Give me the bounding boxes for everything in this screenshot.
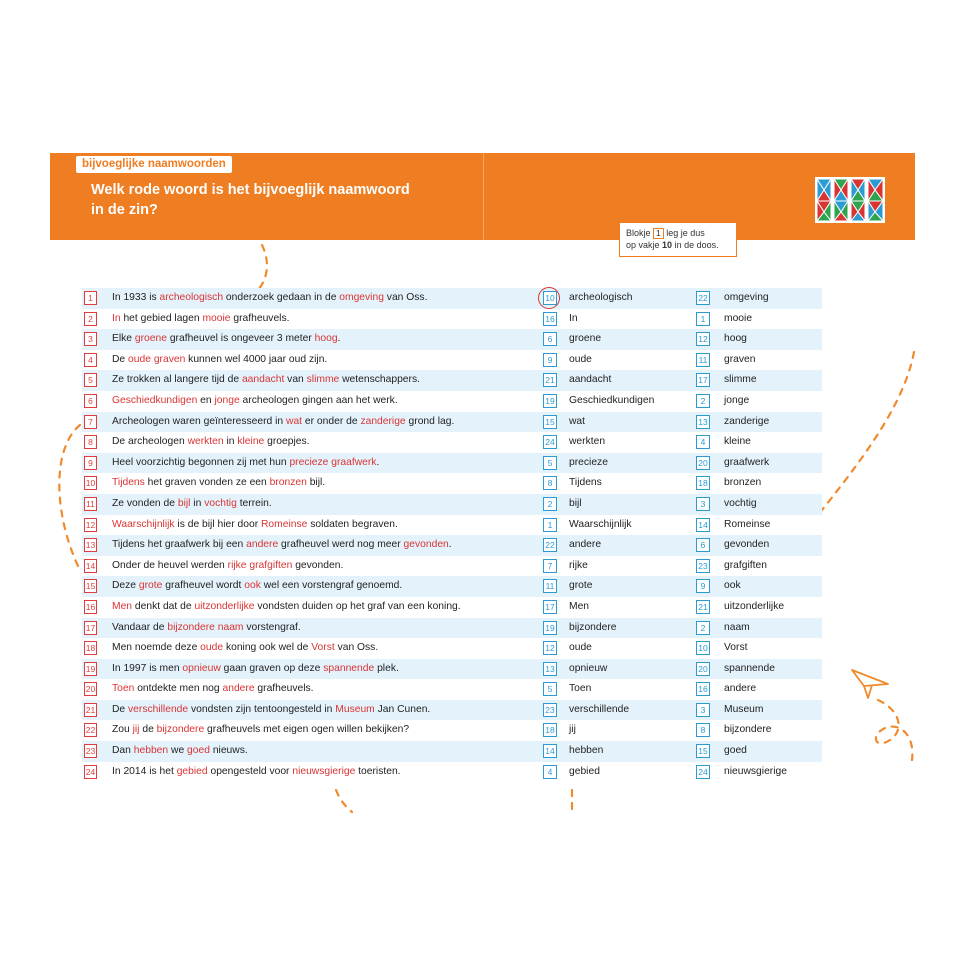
answer-a-number: 23: [543, 703, 557, 717]
sentence-text: [112, 766, 401, 777]
exercise-row: [82, 432, 822, 453]
sentence-number: 20: [85, 684, 96, 695]
sentence-text: [112, 580, 402, 591]
sentence-text: [112, 519, 398, 530]
highlighted-word: naam: [217, 621, 244, 633]
answer-b-number: 21: [696, 600, 710, 614]
answer-b-number: 2: [696, 621, 710, 635]
sentence-number: 1: [84, 291, 97, 305]
sentence-fragment: grafheuvel wordt: [162, 580, 245, 592]
highlighted-word: andere: [222, 683, 255, 695]
highlighted-word: wat: [286, 415, 303, 427]
answer-a-word: wat: [569, 415, 586, 427]
answer-a-word: aandacht: [569, 374, 612, 386]
sentence-fragment: terrein.: [236, 497, 272, 509]
answer-a-word: Tijdens: [569, 477, 602, 489]
sentence-text: [112, 416, 454, 427]
sentence-text: [112, 354, 327, 365]
highlighted-word: Waarschijnlijk: [112, 518, 175, 530]
highlighted-word: Men: [112, 600, 133, 612]
highlighted-word: oude: [200, 642, 224, 654]
exercise-row: [82, 556, 822, 577]
highlighted-word: bijl: [177, 497, 191, 509]
sentence-fragment: De archeologen: [112, 436, 188, 448]
answer-b-word: zanderige: [724, 415, 770, 427]
sentence-fragment: In 1933 is: [112, 292, 160, 303]
sentence-fragment: de: [139, 724, 157, 736]
exercise-row: [82, 762, 822, 783]
note-text-3: op vakje: [626, 240, 660, 250]
sentence-number: 21: [85, 704, 96, 715]
answer-a-number: 17: [543, 600, 557, 614]
sentence-fragment: .: [376, 456, 380, 468]
answer-a-number: 1: [543, 518, 557, 532]
answer-b-word: bijzondere: [724, 724, 772, 736]
answer-a-number: 22: [543, 538, 557, 552]
sentence-text: [112, 292, 427, 303]
answer-a-word: hebben: [569, 745, 604, 757]
highlighted-word: andere: [246, 539, 279, 551]
answer-b-number: 10: [696, 641, 710, 655]
exercise-row: [82, 412, 822, 433]
exercise-row: [82, 597, 822, 618]
sentence-fragment: wel een vorstengraf genoemd.: [260, 580, 403, 592]
title-line-1: Welk rode woord is het bijvoeglijk naamwoord: [91, 182, 410, 198]
sentence-text: [112, 560, 343, 571]
answer-a-word: oude: [569, 642, 592, 654]
answer-a-number: 11: [543, 579, 557, 593]
sentence-text: [112, 333, 340, 344]
answer-b-number: 8: [696, 723, 710, 737]
exercise-row: [82, 535, 822, 556]
highlighted-word: Tijdens: [112, 477, 145, 489]
answer-b-number: 13: [696, 415, 710, 429]
highlighted-word: kleine: [237, 436, 265, 448]
highlighted-word: Vorst: [311, 642, 335, 654]
answer-b-word: slimme: [724, 374, 757, 386]
sentence-fragment: gaan graven op deze: [220, 662, 324, 674]
sentence-number: 2: [84, 312, 97, 326]
sentence-text: [112, 374, 420, 385]
answer-a-word: bijzondere: [569, 621, 617, 633]
sentence-number: 10: [85, 478, 96, 489]
answer-b-word: naam: [724, 621, 750, 633]
answer-a-word: jij: [569, 724, 576, 736]
answer-b-word: bronzen: [724, 477, 762, 489]
sentence-text: [112, 395, 398, 406]
sentence-number: 5: [84, 373, 97, 387]
highlighted-word: nieuwsgierige: [292, 765, 356, 777]
highlighted-word: rijke: [227, 559, 247, 571]
answer-a-number: 8: [543, 476, 557, 490]
answer-a-word: opnieuw: [569, 662, 608, 674]
answer-b-number: 23: [696, 559, 710, 573]
answer-a-number: 14: [543, 744, 557, 758]
highlighted-word: graafwerk: [331, 456, 377, 468]
sentence-fragment: denkt dat de: [132, 600, 195, 612]
answer-a-number: 5: [543, 456, 557, 470]
answer-b-word: goed: [724, 745, 747, 757]
answer-a-word: precieze: [569, 456, 608, 468]
sentence-number: 4: [84, 353, 97, 367]
sentence-fragment: koning ook wel de: [223, 642, 312, 654]
exercise-row: [82, 576, 822, 597]
note-text-2: leg je dus: [666, 228, 705, 238]
answer-a-number: 12: [543, 641, 557, 655]
highlighted-word: grafgiften: [249, 559, 293, 571]
sentence-fragment: plek.: [374, 662, 399, 674]
sentence-fragment: In 2014 is het: [112, 765, 177, 777]
answer-a-number: 6: [543, 332, 557, 346]
sentence-text: [112, 313, 289, 324]
answer-b-word: mooie: [724, 312, 753, 324]
sentence-fragment: De: [112, 703, 129, 715]
sentence-fragment: Deze: [112, 580, 139, 592]
answer-b-number: 15: [696, 744, 710, 758]
answer-a-word: oude: [569, 353, 592, 365]
sentence-fragment: Onder de heuvel werden: [112, 559, 228, 571]
sentence-fragment: vorstengraf.: [243, 621, 301, 633]
sentence-text: [112, 539, 452, 550]
sentence-fragment: we: [168, 745, 188, 757]
sentence-text: [112, 704, 430, 715]
note-text-4: in de doos.: [674, 240, 719, 250]
answer-a-word: andere: [569, 539, 602, 551]
exercise-row: [82, 618, 822, 639]
sentence-fragment: In 1997 is men: [112, 662, 183, 674]
banner-divider: [483, 153, 484, 240]
sentence-number: 7: [84, 415, 97, 429]
sentence-fragment: en: [197, 394, 215, 406]
exercise-row: [82, 288, 822, 309]
highlighted-word: hebben: [133, 745, 169, 757]
answer-b-number: 3: [696, 703, 710, 717]
sentence-fragment: opengesteld voor: [207, 765, 293, 777]
highlighted-word: grote: [138, 580, 163, 592]
sentence-number: 13: [85, 540, 96, 551]
highlighted-word: precieze: [289, 456, 329, 468]
answer-a-number: 24: [543, 435, 557, 449]
answer-b-word: vochtig: [724, 497, 757, 509]
sentence-number: 14: [85, 560, 96, 571]
sentence-fragment: gevonden.: [292, 559, 344, 571]
sentence-number: 22: [85, 725, 96, 736]
exercise-row: [82, 329, 822, 350]
highlighted-word: jij: [132, 724, 140, 736]
highlighted-word: vochtig: [204, 497, 237, 509]
answer-a-number: 18: [543, 723, 557, 737]
sentence-fragment: grafheuvel is ongeveer 3 meter: [166, 333, 315, 345]
highlighted-word: Toen: [112, 683, 135, 695]
sentence-fragment: van: [284, 374, 307, 386]
sentence-fragment: De: [112, 353, 129, 365]
sentence-text: [112, 601, 461, 612]
sentence-fragment: kunnen wel 4000 jaar oud zijn.: [185, 353, 328, 365]
sentence-fragment: grond lag.: [405, 415, 455, 427]
highlighted-word: ook: [244, 580, 261, 592]
highlighted-word: groene: [134, 333, 167, 345]
exercise-row: [82, 370, 822, 391]
answer-b-word: spannende: [724, 662, 775, 674]
sentence-text: [112, 457, 379, 468]
answer-b-number: 20: [696, 456, 710, 470]
sentence-text: [112, 683, 314, 694]
sentence-text: [112, 663, 399, 674]
answer-b-word: kleine: [724, 436, 751, 448]
sentence-number: 12: [85, 519, 96, 530]
exercise-row: [82, 391, 822, 412]
answer-b-word: ook: [724, 580, 741, 592]
note-bold-number: 10: [662, 240, 673, 250]
answer-a-word: Toen: [569, 683, 592, 695]
highlighted-word: omgeving: [339, 292, 384, 303]
sentence-fragment: Vandaar de: [112, 621, 168, 633]
sentence-fragment: grafheuvel werd nog meer: [278, 539, 404, 551]
topic-tag: bijvoeglijke naamwoorden: [76, 156, 232, 173]
answer-b-number: 24: [696, 765, 710, 779]
answer-a-number: 4: [543, 765, 557, 779]
answer-a-number: 10: [543, 291, 557, 305]
sentence-number: 6: [84, 394, 97, 408]
sentence-fragment: het gebied lagen: [120, 312, 203, 324]
highlighted-word: verschillende: [128, 703, 189, 715]
sentence-fragment: grafheuvels.: [254, 683, 314, 695]
sentence-number: 17: [85, 622, 96, 633]
answer-a-word: grote: [569, 580, 593, 592]
answer-b-number: 4: [696, 435, 710, 449]
sentence-fragment: Dan: [112, 745, 134, 757]
instruction-note: [619, 222, 737, 257]
highlighted-word: uitzonderlijke: [194, 600, 255, 612]
answer-b-word: andere: [724, 683, 757, 695]
sentence-fragment: het graven vonden ze een: [144, 477, 270, 489]
title-line-2: in de zin?: [91, 202, 158, 218]
answer-b-number: 17: [696, 373, 710, 387]
answer-a-word: In: [569, 312, 578, 324]
sentence-fragment: van Oss.: [334, 642, 379, 654]
answer-a-word: Men: [569, 600, 590, 612]
sentence-fragment: vondsten duiden op het graf van een koning.: [254, 600, 461, 612]
sentence-number: 23: [85, 746, 96, 757]
answer-b-number: 22: [696, 291, 710, 305]
highlighted-word: gebied: [176, 765, 208, 777]
highlighted-word: bijzondere: [167, 621, 215, 633]
highlighted-word: Geschiedkundigen: [112, 394, 198, 406]
answer-b-number: 18: [696, 476, 710, 490]
sentence-number: 3: [84, 332, 97, 346]
sentence-fragment: .: [448, 539, 452, 551]
answer-b-word: omgeving: [724, 292, 769, 303]
answer-a-word: groene: [569, 333, 602, 345]
sentence-text: [112, 622, 301, 633]
sentence-text: [112, 642, 378, 653]
answer-a-number: 19: [543, 621, 557, 635]
sentence-fragment: bijl.: [306, 477, 326, 489]
exercise-list: [82, 288, 822, 782]
answer-b-number: 16: [696, 682, 710, 696]
highlighted-word: Museum: [335, 703, 375, 715]
highlighted-word: hoog: [314, 333, 338, 345]
highlighted-word: slimme: [306, 374, 340, 386]
note-text-1: Blokje: [626, 228, 651, 238]
highlighted-word: jonge: [214, 394, 240, 406]
highlighted-word: opnieuw: [182, 662, 221, 674]
answer-b-word: hoog: [724, 333, 747, 345]
sentence-fragment: Ze vonden de: [112, 497, 178, 509]
highlighted-word: gevonden: [403, 539, 449, 551]
sentence-text: [112, 477, 325, 488]
sentence-fragment: Zou: [112, 724, 133, 736]
paper-plane-icon: [850, 668, 890, 700]
answer-a-word: bijl: [569, 497, 582, 509]
sentence-fragment: Archeologen waren geïnteresseerd in: [112, 415, 287, 427]
highlighted-word: werkten: [187, 436, 224, 448]
sentence-fragment: wetenschappers.: [339, 374, 420, 386]
answer-b-number: 14: [696, 518, 710, 532]
answer-b-number: 2: [696, 394, 710, 408]
exercise-row: [82, 638, 822, 659]
sentence-number: 9: [84, 456, 97, 470]
answer-a-number: 13: [543, 662, 557, 676]
sentence-fragment: soldaten begraven.: [307, 518, 398, 530]
answer-b-number: 1: [696, 312, 710, 326]
exercise-row: [82, 350, 822, 371]
highlighted-word: oude: [128, 353, 151, 365]
answer-a-word: gebied: [569, 765, 600, 777]
answer-b-word: jonge: [724, 394, 750, 406]
exercise-row: [82, 679, 822, 700]
highlighted-word: spannende: [323, 662, 375, 674]
answer-a-number: 15: [543, 415, 557, 429]
highlighted-word: graven: [153, 353, 186, 365]
exercise-row: [82, 515, 822, 536]
answer-b-word: graven: [724, 353, 756, 365]
exercise-row: [82, 720, 822, 741]
sentence-fragment: Ze trokken al langere tijd de: [112, 374, 242, 386]
answer-a-number: 5: [543, 682, 557, 696]
answer-b-number: 20: [696, 662, 710, 676]
answer-a-word: rijke: [569, 559, 588, 571]
highlighted-word: archeologisch: [159, 292, 224, 303]
exercise-row: [82, 659, 822, 680]
highlighted-word: aandacht: [241, 374, 285, 386]
answer-a-word: archeologisch: [569, 292, 633, 303]
answer-b-word: Romeinse: [724, 518, 771, 530]
sentence-fragment: onderzoek gedaan in de: [223, 292, 340, 303]
sentence-fragment: groepjes.: [264, 436, 310, 448]
sentence-number: 8: [84, 435, 97, 449]
sentence-text: [112, 745, 248, 756]
highlighted-word: goed: [187, 745, 210, 757]
answer-b-word: Museum: [724, 703, 764, 715]
answer-a-number: 19: [543, 394, 557, 408]
exercise-row: [82, 453, 822, 474]
page-title: [91, 180, 441, 220]
exercise-row: [82, 494, 822, 515]
answer-b-word: gevonden: [724, 539, 770, 551]
answer-a-number: 21: [543, 373, 557, 387]
sentence-text: [112, 436, 310, 447]
sentence-fragment: is de bijl hier door: [174, 518, 261, 530]
sentence-fragment: .: [337, 333, 341, 345]
answer-b-number: 11: [696, 353, 710, 367]
sentence-number: 18: [85, 643, 96, 654]
sentence-fragment: vondsten zijn tentoongesteld in: [188, 703, 336, 715]
sentence-fragment: Tijdens het graafwerk bij een: [112, 539, 247, 551]
sentence-fragment: grafheuvels met eigen ogen willen bekijken?: [204, 724, 410, 736]
sentence-number: 11: [84, 497, 97, 511]
answer-b-word: grafgiften: [724, 559, 767, 571]
answer-b-number: 3: [696, 497, 710, 511]
answer-a-number: 16: [543, 312, 557, 326]
exercise-row: [82, 473, 822, 494]
note-box-number: 1: [653, 228, 664, 239]
answer-b-number: 6: [696, 538, 710, 552]
answer-a-word: Waarschijnlijk: [569, 518, 632, 530]
sentence-fragment: ontdekte men nog: [134, 683, 223, 695]
answer-b-word: nieuwsgierige: [724, 765, 787, 777]
sentence-fragment: toeristen.: [355, 765, 401, 777]
highlighted-word: bijzondere: [156, 724, 205, 736]
answer-b-number: 9: [696, 579, 710, 593]
sentence-fragment: in: [190, 497, 205, 509]
sentence-fragment: archeologen gingen aan het werk.: [239, 394, 398, 406]
highlighted-word: bronzen: [269, 477, 307, 489]
sentence-number: 24: [85, 766, 96, 777]
puzzle-logo-icon: [815, 177, 885, 223]
sentence-fragment: Heel voorzichtig begonnen zij met hun: [112, 456, 290, 468]
answer-a-word: Geschiedkundigen: [569, 394, 655, 406]
answer-b-word: graafwerk: [724, 456, 770, 468]
answer-a-word: verschillende: [569, 703, 630, 715]
exercise-row: [82, 309, 822, 330]
exercise-row: [82, 700, 822, 721]
sentence-fragment: Men noemde deze: [112, 642, 201, 654]
sentence-fragment: grafheuvels.: [230, 312, 290, 324]
sentence-text: [112, 724, 409, 735]
sentence-fragment: er onder de: [302, 415, 361, 427]
sentence-fragment: Jan Cunen.: [374, 703, 431, 715]
sentence-number: 16: [85, 601, 96, 612]
answer-b-word: uitzonderlijke: [724, 600, 785, 612]
sentence-text: [112, 498, 272, 509]
answer-a-word: werkten: [569, 436, 606, 448]
sentence-fragment: nieuws.: [209, 745, 248, 757]
sentence-fragment: van Oss.: [383, 292, 428, 303]
answer-b-word: Vorst: [724, 642, 748, 654]
highlighted-word: zanderige: [360, 415, 406, 427]
sentence-number: 19: [85, 663, 96, 674]
highlighted-word: mooie: [202, 312, 231, 324]
sentence-fragment: in: [223, 436, 238, 448]
answer-a-number: 7: [543, 559, 557, 573]
sentence-fragment: Elke: [112, 333, 135, 345]
answer-a-number: 9: [543, 353, 557, 367]
highlighted-word: Romeinse: [261, 518, 308, 530]
answer-b-number: 12: [696, 332, 710, 346]
answer-a-number: 2: [543, 497, 557, 511]
highlighted-word: In: [112, 312, 121, 324]
sentence-number: 15: [85, 581, 96, 592]
exercise-row: [82, 741, 822, 762]
